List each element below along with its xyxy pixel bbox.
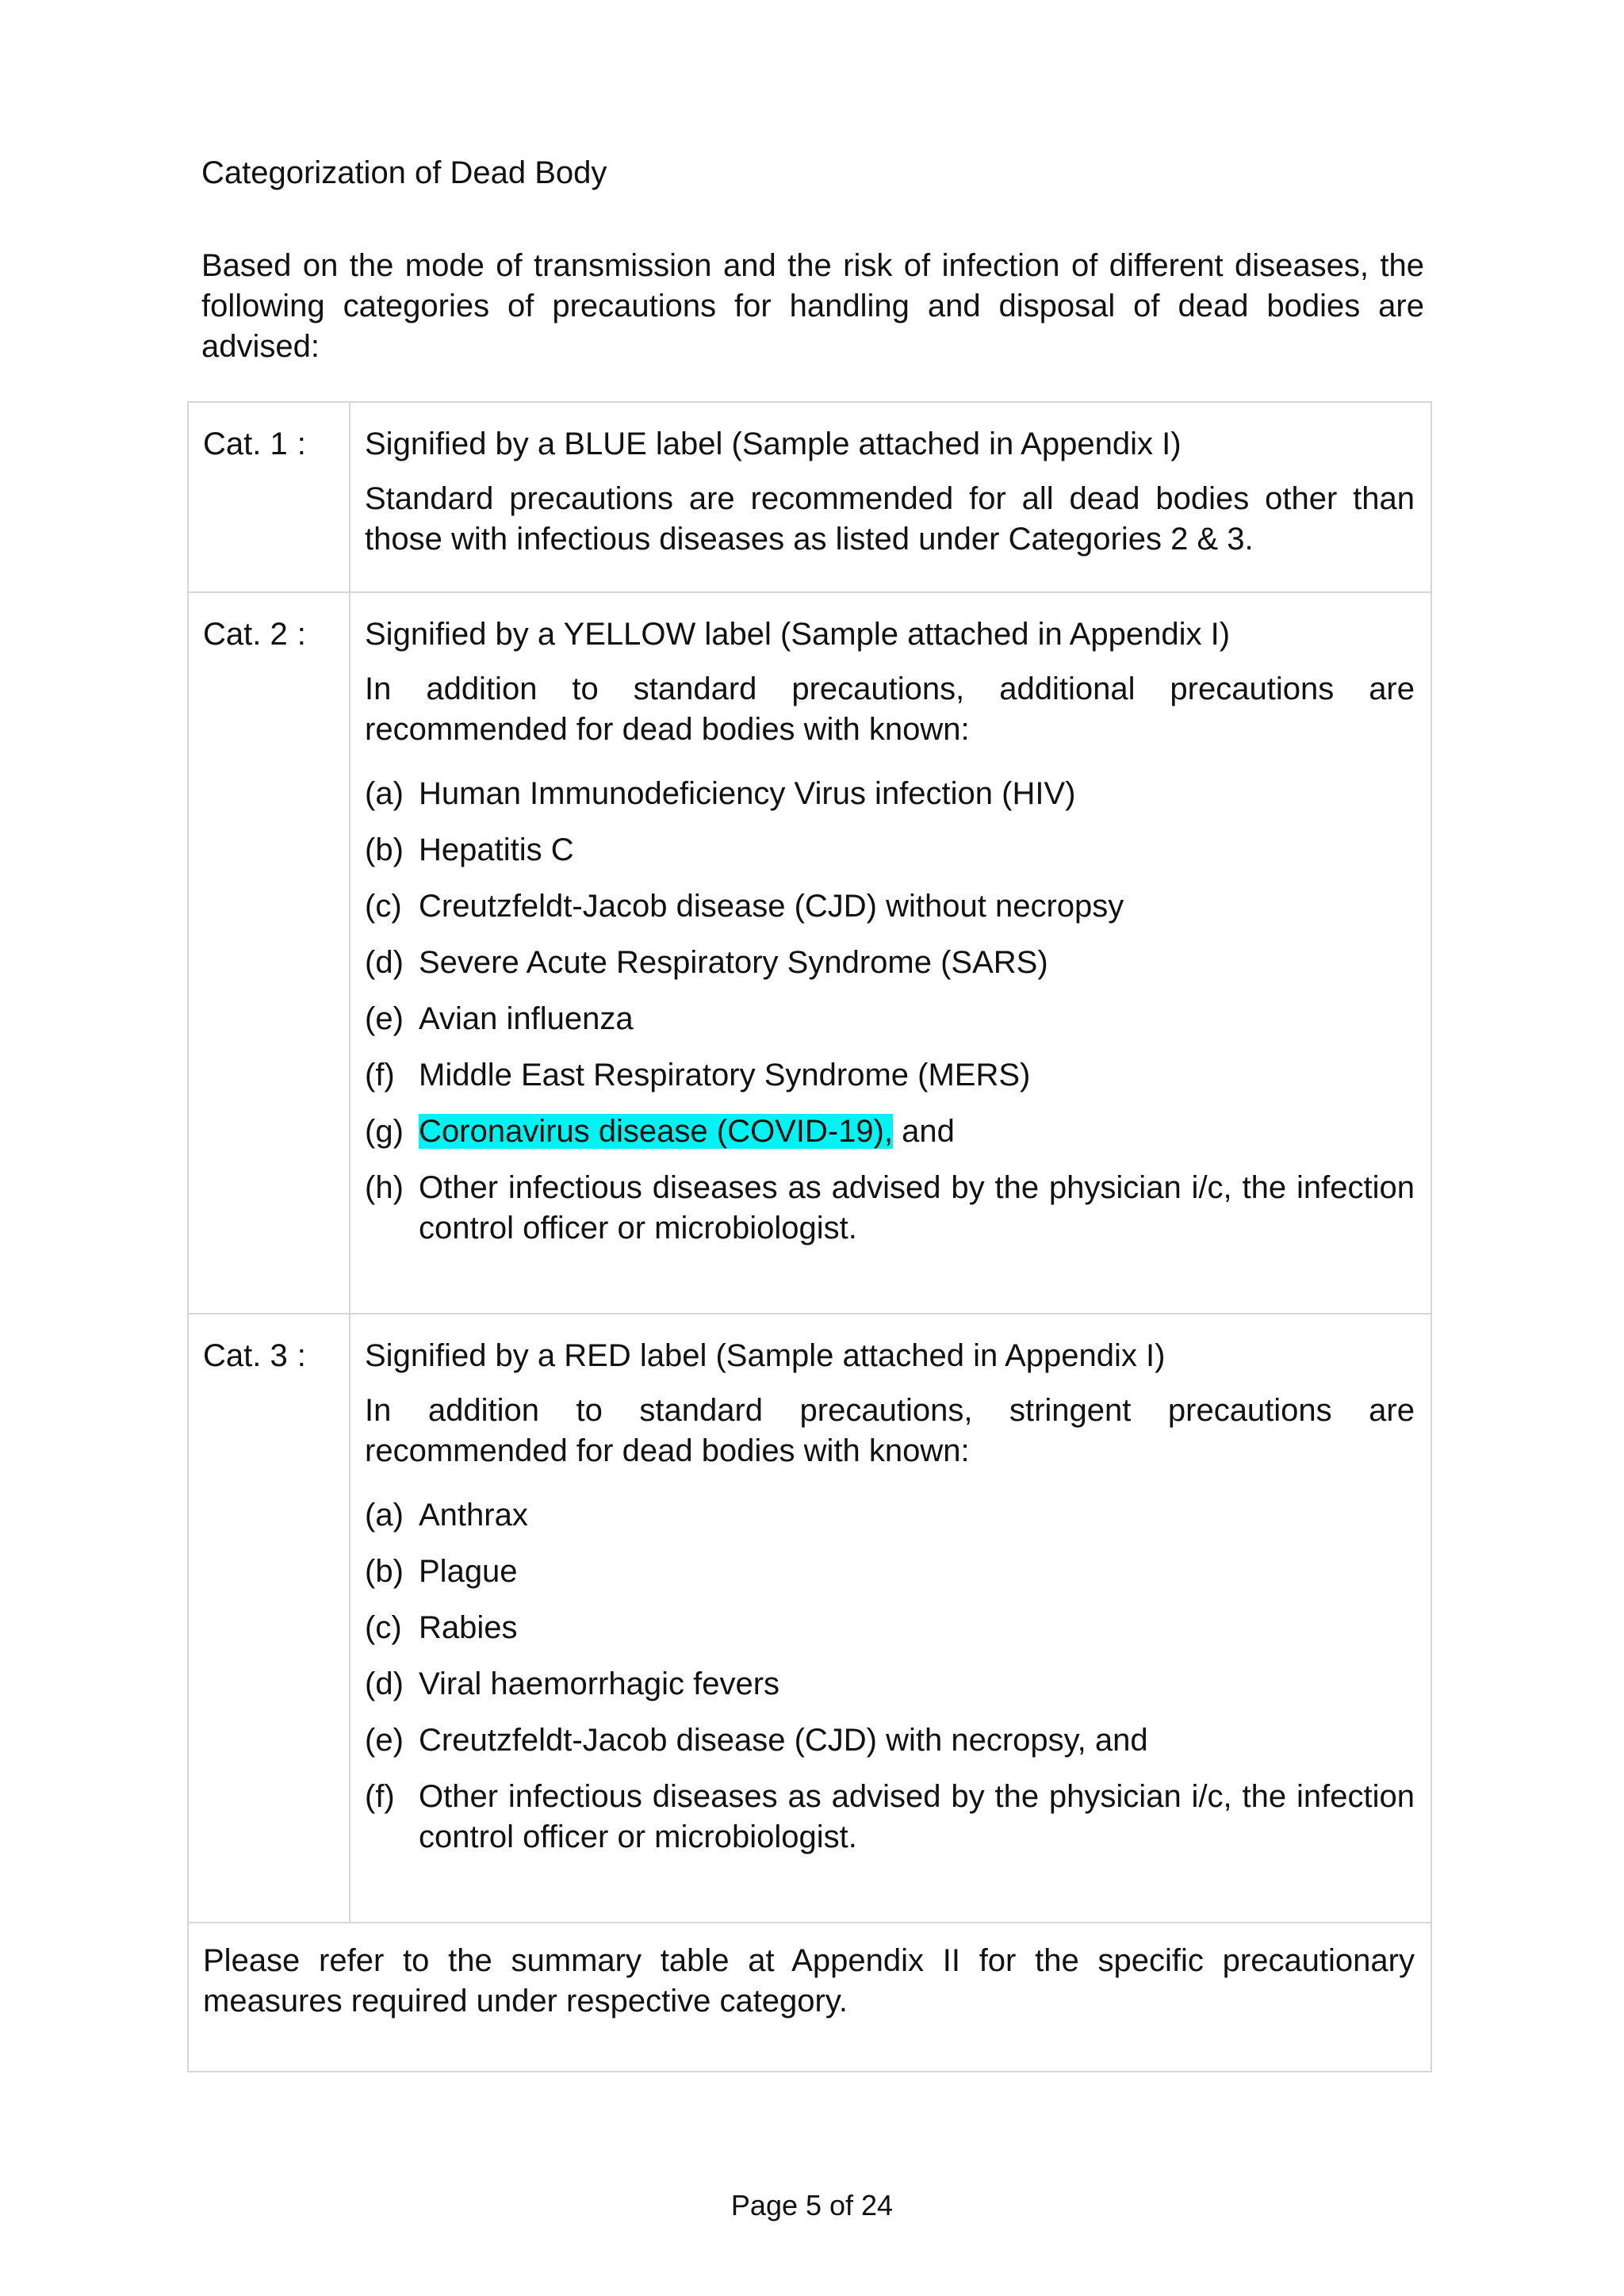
list-marker: (g) [365, 1114, 404, 1149]
list-marker: (d) [365, 945, 404, 980]
category-description [350, 403, 1431, 591]
list-item [365, 886, 1415, 927]
list-marker: (a) [365, 1498, 404, 1533]
list-item-text: Severe Acute Respiratory Syndrome (SARS) [419, 945, 1048, 980]
precaution-paragraph: In addition to standard precautions, stringent precautions are recommended for dead bodies with known: [365, 1393, 1415, 1468]
list-item-text: Creutzfeldt-Jacob disease (CJD) with necropsy, and [419, 1723, 1148, 1758]
list-item-text: Middle East Respiratory Syndrome (MERS) [419, 1058, 1031, 1093]
list-marker: (a) [365, 776, 404, 811]
category-colon: : [297, 1338, 306, 1373]
disease-list [365, 774, 1415, 1249]
list-marker: (b) [365, 1554, 404, 1589]
list-item [365, 1552, 1415, 1592]
category-cell [189, 403, 350, 591]
list-item-text: Viral haemorrhagic fevers [419, 1667, 780, 1701]
list-marker: (d) [365, 1667, 404, 1701]
list-item-text: Plague [419, 1554, 518, 1589]
list-marker: (c) [365, 1610, 402, 1645]
list-item [365, 830, 1415, 871]
category-row-3 [189, 1314, 1431, 1923]
category-row-1 [189, 403, 1431, 593]
list-item-text: and [893, 1114, 955, 1149]
list-marker: (f) [365, 1779, 395, 1814]
list-item-text: Anthrax [419, 1498, 528, 1533]
page-number: Page 5 of 24 [730, 2189, 894, 2221]
list-item [365, 1608, 1415, 1648]
categories-table [187, 401, 1432, 2072]
list-item [365, 1720, 1415, 1761]
category-colon: : [297, 617, 306, 652]
category-label: Cat. 3 [203, 1338, 288, 1373]
list-item-text: Hepatitis C [419, 832, 574, 867]
document-title: Categorization of Dead Body [201, 155, 607, 190]
list-marker: (b) [365, 832, 404, 867]
disease-list [365, 1495, 1415, 1858]
list-item-text: Creutzfeldt-Jacob disease (CJD) without necropsy [419, 889, 1124, 924]
highlighted-text: Coronavirus disease (COVID-19), [419, 1114, 893, 1149]
list-marker: (e) [365, 1723, 404, 1758]
category-colon: : [297, 427, 306, 461]
list-item [365, 1664, 1415, 1705]
category-label: Cat. 2 [203, 617, 288, 652]
list-marker: (f) [365, 1058, 395, 1093]
category-description [350, 1314, 1431, 1922]
label-line: Signified by a RED label (Sample attached in Appendix I) [365, 1338, 1166, 1373]
list-item-text: Other infectious diseases as advised by the physician i/c, the infection control officer or microbiologist. [419, 1170, 1415, 1246]
list-marker: (c) [365, 889, 402, 924]
label-line: Signified by a BLUE label (Sample attached in Appendix I) [365, 427, 1182, 461]
category-label: Cat. 1 [203, 427, 288, 461]
precaution-paragraph: In addition to standard precautions, additional precautions are recommended for dead bodies with known: [365, 672, 1415, 747]
label-line: Signified by a YELLOW label (Sample attached in Appendix I) [365, 617, 1231, 652]
summary-note: Please refer to the summary table at Appendix II for the specific precautionary measures required under respective category. [203, 1943, 1415, 2019]
list-item [365, 1495, 1415, 1536]
list-item-text: Rabies [419, 1610, 518, 1645]
list-item [365, 1055, 1415, 1096]
list-item-text: Avian influenza [419, 1001, 634, 1036]
category-description [350, 593, 1431, 1313]
list-item [365, 943, 1415, 983]
list-marker: (h) [365, 1170, 404, 1205]
list-item-text: Human Immunodeficiency Virus infection (HIV) [419, 776, 1076, 811]
list-item [365, 1168, 1415, 1249]
list-item [365, 1777, 1415, 1858]
list-item [365, 1112, 1415, 1152]
list-item [365, 999, 1415, 1039]
list-item [365, 774, 1415, 814]
precaution-paragraph: Standard precautions are recommended for all dead bodies other than those with infectious diseases as listed under Categories 2 & 3. [365, 481, 1415, 557]
list-item-text: Other infectious diseases as advised by the physician i/c, the infection control officer or microbiologist. [419, 1779, 1415, 1854]
category-cell [189, 1314, 350, 1922]
summary-note-row [189, 1923, 1431, 2071]
category-cell [189, 593, 350, 1313]
intro-paragraph: Based on the mode of transmission and the risk of infection of different diseases, the following categories of precautions for handling and disposal of dead bodies are advised: [201, 248, 1424, 364]
list-marker: (e) [365, 1001, 404, 1036]
category-row-2 [189, 593, 1431, 1314]
